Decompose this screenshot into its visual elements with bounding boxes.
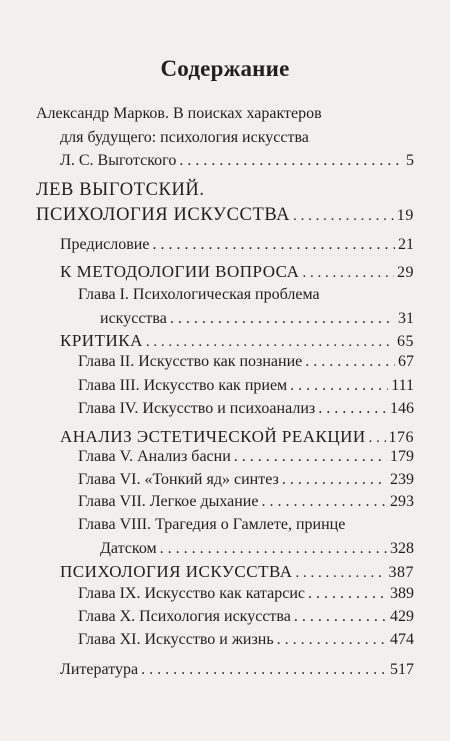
toc-entry-chapter-3[interactable] — [78, 377, 414, 395]
toc-entry-chapter-5[interactable] — [78, 448, 414, 466]
toc-entry-label: Глава III. Искусство как прием — [78, 377, 288, 394]
toc-section-psychology-of-art[interactable] — [60, 562, 414, 582]
leader-dots — [234, 448, 387, 466]
toc-entry-label: Глава V. Анализ басни — [78, 448, 231, 465]
page-number: 474 — [390, 631, 414, 648]
intro-entry-line2: для будущего: психология искусства — [60, 129, 309, 146]
section-title: К МЕТОДОЛОГИИ ВОПРОСА — [60, 262, 300, 281]
toc-entry-chapter-2[interactable] — [78, 353, 414, 371]
page-number: 328 — [390, 540, 414, 557]
toc-entry-chapter-9[interactable] — [78, 585, 414, 603]
toc-entry-label: Литература — [60, 661, 139, 678]
page-number: 387 — [388, 564, 414, 581]
leader-dots — [318, 400, 387, 418]
leader-dots — [160, 540, 387, 558]
toc-entry-main[interactable] — [36, 205, 414, 226]
toc-entry-intro[interactable] — [60, 152, 414, 170]
page-number: 293 — [390, 493, 414, 510]
leader-dots — [179, 152, 403, 170]
leader-dots — [305, 353, 395, 371]
leader-dots — [277, 631, 387, 649]
leader-dots — [308, 585, 387, 603]
main-entry-line2: ПСИХОЛОГИЯ ИСКУССТВА — [36, 205, 291, 225]
page-number: 239 — [390, 471, 414, 488]
toc-entry-chapter-8[interactable] — [100, 540, 414, 558]
toc-entry-chapter-6[interactable] — [78, 471, 414, 489]
toc-section-methodology[interactable] — [60, 262, 414, 282]
page-title: Содержание — [160, 56, 290, 81]
toc-entry-preface[interactable] — [60, 236, 414, 254]
page-number: 5 — [406, 152, 414, 169]
main-entry-line1: ЛЕВ ВЫГОТСКИЙ. — [36, 180, 205, 200]
section-title: ПСИХОЛОГИЯ ИСКУССТВА — [60, 562, 293, 581]
page-number: 179 — [390, 448, 414, 465]
toc-entry-label: Предисловие — [60, 236, 150, 253]
page-number: 19 — [396, 207, 414, 224]
toc-entry-chapter-10[interactable] — [78, 608, 414, 626]
page-number: 146 — [390, 400, 414, 417]
toc-entry-label: Глава XI. Искусство и жизнь — [78, 631, 274, 648]
page-number: 176 — [388, 429, 414, 446]
leader-dots — [369, 430, 386, 447]
toc-entry-chapter-1[interactable] — [100, 310, 414, 328]
page-number: 31 — [398, 310, 414, 327]
leader-dots — [302, 265, 394, 282]
toc-section-criticism[interactable] — [60, 331, 414, 351]
chapter-1-line2: искусства — [100, 310, 167, 327]
page-number: 21 — [398, 236, 414, 253]
page-number: 111 — [391, 377, 414, 394]
leader-dots — [293, 208, 394, 225]
leader-dots — [296, 565, 386, 582]
toc-entry-literature[interactable] — [60, 661, 414, 679]
page-number: 67 — [398, 353, 414, 370]
page-number: 429 — [390, 608, 414, 625]
page-number: 389 — [390, 585, 414, 602]
chapter-1-line1: Глава I. Психологическая проблема — [78, 286, 320, 303]
toc-entry-label: Глава VII. Легкое дыхание — [78, 493, 259, 510]
leader-dots — [152, 236, 395, 254]
leader-dots — [146, 334, 394, 351]
section-title: АНАЛИЗ ЭСТЕТИЧЕСКОЙ РЕАКЦИИ — [60, 427, 366, 446]
leader-dots — [294, 608, 387, 626]
toc-entry-chapter-11[interactable] — [78, 631, 414, 649]
leader-dots — [290, 377, 388, 395]
leader-dots — [170, 310, 395, 328]
section-title: КРИТИКА — [60, 331, 143, 350]
toc-entry-chapter-7[interactable] — [78, 493, 414, 511]
toc-entry-label: Глава II. Искусство как познание — [78, 353, 303, 370]
intro-entry-line3: Л. С. Выготского — [60, 152, 177, 169]
intro-entry-line1: Александр Марков. В поисках характеров — [36, 105, 322, 122]
toc-section-aesthetic-reaction[interactable] — [60, 427, 414, 447]
page-number: 29 — [397, 264, 414, 281]
leader-dots — [282, 471, 387, 489]
chapter-8-line1: Глава VIII. Трагедия о Гамлете, принце — [78, 516, 346, 533]
page-number: 65 — [397, 333, 414, 350]
leader-dots — [261, 493, 387, 511]
chapter-8-line2: Датском — [100, 540, 157, 557]
page-number: 517 — [390, 661, 414, 678]
toc-entry-label: Глава IX. Искусство как катарсис — [78, 585, 305, 602]
toc-entry-chapter-4[interactable] — [78, 400, 414, 418]
toc-entry-label: Глава IV. Искусство и психоанализ — [78, 400, 316, 417]
toc-entry-label: Глава X. Психология искусства — [78, 608, 291, 625]
leader-dots — [141, 661, 387, 679]
toc-entry-label: Глава VI. «Тонкий яд» синтез — [78, 471, 279, 488]
